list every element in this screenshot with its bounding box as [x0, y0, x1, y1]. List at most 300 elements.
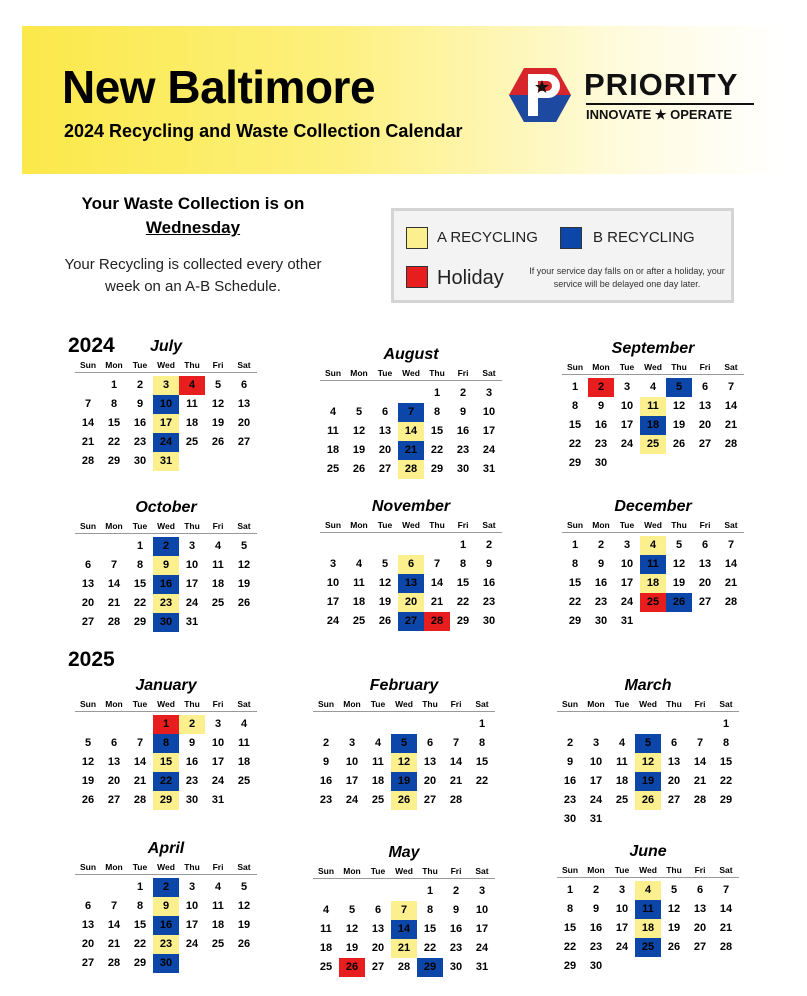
day: 11	[212, 559, 224, 571]
day: 7	[696, 737, 704, 749]
day: 26	[352, 463, 366, 475]
legend-holiday-label: Holiday	[437, 267, 504, 289]
weekday-label: Mon	[587, 865, 605, 875]
day: 1	[433, 387, 441, 399]
b-recycling-day: 14	[391, 920, 417, 939]
b-recycling-day: 13	[398, 574, 424, 593]
empty-day	[557, 715, 583, 734]
day: 24	[345, 794, 359, 806]
day: 17	[589, 775, 603, 787]
month-january	[75, 675, 257, 810]
year-2024: 2024	[68, 334, 115, 357]
day: 31	[589, 813, 603, 825]
day: 6	[240, 379, 248, 391]
day: 12	[211, 398, 225, 410]
month-february	[313, 675, 495, 810]
b-recycling-day: 21	[398, 441, 424, 460]
day: 16	[563, 775, 577, 787]
day: 14	[449, 756, 463, 768]
b-recycling-day: 29	[417, 958, 443, 977]
day: 8	[110, 398, 118, 410]
day: 16	[185, 756, 199, 768]
day: 2	[592, 884, 600, 896]
day: 28	[397, 961, 411, 973]
day: 2	[459, 387, 467, 399]
a-recycling-day: 26	[391, 791, 417, 810]
day: 9	[485, 558, 493, 570]
weekday-label: Mon	[343, 699, 361, 709]
day: 6	[670, 737, 678, 749]
empty-day	[75, 376, 101, 395]
empty-day	[365, 715, 391, 734]
day: 4	[329, 406, 337, 418]
weekday-label: Thu	[671, 520, 687, 530]
day: 6	[426, 737, 434, 749]
day-grid	[557, 881, 739, 976]
a-recycling-day: 26	[635, 791, 661, 810]
day: 2	[452, 885, 460, 897]
day: 21	[449, 775, 463, 787]
day: 17	[475, 923, 489, 935]
day: 12	[81, 756, 95, 768]
day: 1	[136, 881, 144, 893]
day: 22	[568, 596, 582, 608]
weekday-label: Wed	[395, 866, 413, 876]
day: 23	[456, 444, 470, 456]
day: 13	[378, 425, 392, 437]
month-november	[320, 496, 502, 631]
day: 20	[693, 922, 707, 934]
day: 10	[620, 558, 634, 570]
weekday-header	[562, 518, 744, 533]
day: 30	[456, 463, 470, 475]
weekday-label: Wed	[157, 862, 175, 872]
day: 6	[374, 904, 382, 916]
day: 6	[701, 539, 709, 551]
day: 20	[107, 775, 121, 787]
day: 12	[672, 558, 686, 570]
day: 5	[214, 379, 222, 391]
weekday-label: Fri	[212, 699, 224, 709]
weekday-label: Fri	[212, 521, 224, 531]
day: 9	[597, 558, 605, 570]
empty-day	[391, 715, 417, 734]
day: 10	[185, 900, 199, 912]
day-grid	[320, 536, 502, 631]
day: 28	[724, 596, 738, 608]
empty-day	[609, 715, 635, 734]
day: 17	[620, 577, 634, 589]
day: 24	[620, 596, 634, 608]
day: 18	[211, 578, 225, 590]
day: 29	[107, 455, 121, 467]
empty-day	[443, 715, 469, 734]
day: 3	[618, 884, 626, 896]
day: 17	[185, 919, 199, 931]
day: 14	[81, 417, 95, 429]
weekday-label: Thu	[429, 520, 445, 530]
day: 24	[482, 444, 496, 456]
legend-b-label: B RECYCLING	[593, 229, 695, 246]
day-grid	[562, 378, 744, 473]
day: 9	[592, 903, 600, 915]
priority-logo	[508, 66, 778, 126]
day: 2	[322, 737, 330, 749]
day: 25	[185, 436, 199, 448]
weekday-label: Wed	[157, 699, 175, 709]
weekday-label: Tue	[377, 368, 393, 378]
weekday-label: Wed	[644, 520, 662, 530]
day: 8	[136, 900, 144, 912]
day: 1	[722, 718, 730, 730]
day: 1	[426, 885, 434, 897]
day: 7	[433, 558, 441, 570]
weekday-label: Wed	[639, 699, 657, 709]
day: 25	[237, 775, 251, 787]
day-grid	[75, 537, 257, 632]
day: 28	[719, 941, 733, 953]
day: 13	[371, 923, 385, 935]
month-name: May	[388, 844, 420, 861]
day: 23	[589, 941, 603, 953]
day: 23	[563, 794, 577, 806]
b-recycling-day: 2	[153, 537, 179, 556]
day: 4	[240, 718, 248, 730]
day: 4	[374, 737, 382, 749]
weekday-label: Tue	[370, 699, 386, 709]
day: 15	[475, 756, 489, 768]
weekday-label: Sun	[79, 699, 97, 709]
day: 31	[185, 616, 199, 628]
day: 27	[378, 463, 392, 475]
day: 4	[214, 540, 222, 552]
day: 22	[423, 942, 437, 954]
day: 4	[355, 558, 363, 570]
day: 18	[237, 756, 251, 768]
day: 22	[719, 775, 733, 787]
empty-day	[101, 715, 127, 734]
day: 21	[81, 436, 95, 448]
day: 1	[136, 540, 144, 552]
day: 20	[378, 444, 392, 456]
day: 29	[568, 457, 582, 469]
legend-a-label: A RECYCLING	[437, 229, 538, 246]
day: 14	[693, 756, 707, 768]
a-recycling-day: 6	[398, 555, 424, 574]
day: 1	[571, 381, 579, 393]
day: 3	[188, 881, 196, 893]
weekday-label: Sun	[324, 368, 342, 378]
day: 10	[615, 903, 629, 915]
weekday-label: Wed	[157, 360, 175, 370]
month-name: August	[383, 346, 439, 363]
day: 3	[592, 737, 600, 749]
weekday-label: Mon	[105, 862, 123, 872]
day: 11	[186, 398, 198, 410]
weekday-label: Tue	[132, 360, 148, 370]
day: 18	[319, 942, 333, 954]
weekday-label: Sat	[482, 520, 496, 530]
day: 17	[326, 596, 340, 608]
a-recycling-day: 14	[398, 422, 424, 441]
day: 22	[133, 938, 147, 950]
b-recycling-day: 30	[153, 954, 179, 973]
weekday-label: Tue	[614, 699, 630, 709]
day: 18	[185, 417, 199, 429]
day: 25	[319, 961, 333, 973]
month-name: October	[135, 499, 197, 516]
day: 27	[371, 961, 385, 973]
day: 7	[727, 539, 735, 551]
a-recycling-day: 31	[153, 452, 179, 471]
day: 25	[371, 794, 385, 806]
day: 11	[372, 756, 384, 768]
day: 30	[185, 794, 199, 806]
day: 30	[482, 615, 496, 627]
day: 31	[482, 463, 496, 475]
weekday-label: Wed	[395, 699, 413, 709]
weekday-label: Fri	[212, 360, 224, 370]
b-recycling-day: 24	[153, 433, 179, 452]
day: 15	[719, 756, 733, 768]
empty-day	[372, 536, 398, 555]
b-recycling-day: 11	[635, 900, 661, 919]
empty-day	[398, 384, 424, 403]
month-july	[75, 336, 257, 471]
day: 31	[211, 794, 225, 806]
day: 23	[185, 775, 199, 787]
weekday-label: Thu	[184, 360, 200, 370]
day: 20	[81, 597, 95, 609]
day: 7	[110, 900, 118, 912]
weekday-label: Mon	[350, 520, 368, 530]
weekday-label: Thu	[184, 862, 200, 872]
day: 7	[727, 381, 735, 393]
day: 30	[449, 961, 463, 973]
day: 24	[326, 615, 340, 627]
b-recycling-day: 26	[666, 593, 692, 612]
a-recycling-day: 18	[640, 574, 666, 593]
day: 1	[566, 884, 574, 896]
day: 11	[212, 900, 224, 912]
day: 22	[563, 941, 577, 953]
day: 29	[563, 960, 577, 972]
a-recycling-day: 3	[153, 376, 179, 395]
weekday-label: Sun	[561, 699, 579, 709]
day: 28	[693, 794, 707, 806]
day: 22	[568, 438, 582, 450]
a-recycling-day: 23	[153, 594, 179, 613]
day: 13	[698, 400, 712, 412]
day: 31	[475, 961, 489, 973]
day: 16	[133, 417, 147, 429]
day: 9	[136, 398, 144, 410]
day: 22	[456, 596, 470, 608]
day: 19	[237, 578, 251, 590]
day-grid	[313, 882, 495, 977]
weekday-label: Tue	[377, 520, 393, 530]
day: 9	[322, 756, 330, 768]
day: 20	[237, 417, 251, 429]
day: 5	[240, 540, 248, 552]
empty-day	[583, 715, 609, 734]
day: 11	[320, 923, 332, 935]
weekday-label: Fri	[699, 362, 711, 372]
weekday-label: Sun	[79, 360, 97, 370]
month-august	[320, 344, 502, 479]
legend	[391, 208, 734, 303]
weekday-label: Sun	[324, 520, 342, 530]
day: 10	[185, 559, 199, 571]
weekday-label: Sat	[719, 699, 733, 709]
day: 25	[211, 597, 225, 609]
month-name: April	[147, 840, 185, 857]
day: 24	[589, 794, 603, 806]
day: 23	[449, 942, 463, 954]
day: 26	[211, 436, 225, 448]
day: 30	[563, 813, 577, 825]
day: 30	[594, 457, 608, 469]
day: 3	[188, 540, 196, 552]
page-subtitle: 2024 Recycling and Waste Collection Calendar	[64, 121, 463, 141]
day: 13	[667, 756, 681, 768]
weekday-header	[313, 864, 495, 879]
day: 23	[594, 596, 608, 608]
day: 6	[696, 884, 704, 896]
day: 15	[133, 578, 147, 590]
day: 27	[693, 941, 707, 953]
empty-day	[339, 882, 365, 901]
day: 4	[618, 737, 626, 749]
empty-day	[346, 384, 372, 403]
collection-day-heading: Your Waste Collection is on	[81, 194, 305, 213]
a-recycling-day: 15	[153, 753, 179, 772]
empty-day	[101, 537, 127, 556]
legend-b-swatch	[560, 227, 582, 249]
day: 24	[615, 941, 629, 953]
a-recycling-day: 23	[153, 935, 179, 954]
weekday-label: Thu	[422, 699, 438, 709]
b-recycling-day: 19	[391, 772, 417, 791]
b-recycling-day: 18	[640, 416, 666, 435]
weekday-label: Sat	[237, 360, 251, 370]
weekday-label: Fri	[699, 520, 711, 530]
b-recycling-day: 22	[153, 772, 179, 791]
day: 5	[84, 737, 92, 749]
weekday-label: Mon	[105, 360, 123, 370]
day: 4	[214, 881, 222, 893]
day-grid	[313, 715, 495, 810]
day: 7	[84, 398, 92, 410]
day: 26	[672, 438, 686, 450]
day: 12	[667, 903, 681, 915]
day: 10	[589, 756, 603, 768]
month-name: December	[614, 498, 692, 515]
weekday-header	[557, 697, 739, 712]
b-recycling-day: 5	[666, 378, 692, 397]
weekday-label: Fri	[212, 862, 224, 872]
day: 11	[353, 577, 365, 589]
month-name: June	[629, 843, 667, 860]
day: 19	[672, 419, 686, 431]
day: 7	[722, 884, 730, 896]
weekday-label: Sun	[566, 362, 584, 372]
year-2025: 2025	[68, 648, 115, 671]
empty-day	[75, 878, 101, 897]
weekday-label: Tue	[370, 866, 386, 876]
day: 13	[693, 903, 707, 915]
a-recycling-day: 4	[635, 881, 661, 900]
recycling-schedule-text: Your Recycling is collected every other week on an A-B Schedule.	[64, 256, 322, 295]
weekday-label: Wed	[402, 520, 420, 530]
b-recycling-day: 30	[153, 613, 179, 632]
logo-tagline: INNOVATE ★ OPERATE	[586, 107, 732, 122]
weekday-label: Sun	[79, 862, 97, 872]
day: 18	[371, 775, 385, 787]
day: 16	[319, 775, 333, 787]
day: 10	[482, 406, 496, 418]
month-name: September	[611, 340, 695, 357]
day: 16	[594, 577, 608, 589]
day: 17	[345, 775, 359, 787]
day: 13	[107, 756, 121, 768]
empty-day	[417, 715, 443, 734]
day: 20	[81, 938, 95, 950]
day: 31	[620, 615, 634, 627]
day: 26	[81, 794, 95, 806]
day: 25	[211, 938, 225, 950]
day: 2	[485, 539, 493, 551]
empty-day	[320, 384, 346, 403]
empty-day	[365, 882, 391, 901]
weekday-label: Mon	[105, 521, 123, 531]
day: 19	[345, 942, 359, 954]
weekday-header	[75, 519, 257, 534]
weekday-label: Tue	[132, 521, 148, 531]
day: 19	[211, 417, 225, 429]
day: 2	[566, 737, 574, 749]
legend-holiday-swatch	[406, 266, 428, 288]
day: 8	[136, 559, 144, 571]
day: 9	[566, 756, 574, 768]
day: 21	[107, 938, 121, 950]
day: 19	[378, 596, 392, 608]
day: 9	[452, 904, 460, 916]
day: 17	[620, 419, 634, 431]
empty-day	[75, 715, 101, 734]
day: 25	[326, 463, 340, 475]
day: 7	[110, 559, 118, 571]
day-grid	[557, 715, 739, 829]
day: 22	[133, 597, 147, 609]
holiday-day: 1	[153, 715, 179, 734]
weekday-label: Sat	[237, 699, 251, 709]
empty-day	[339, 715, 365, 734]
empty-day	[372, 384, 398, 403]
day: 6	[110, 737, 118, 749]
day: 29	[133, 957, 147, 969]
day: 8	[459, 558, 467, 570]
day: 27	[107, 794, 121, 806]
day: 10	[345, 756, 359, 768]
day: 21	[107, 597, 121, 609]
day: 11	[327, 425, 339, 437]
b-recycling-day: 10	[153, 395, 179, 414]
a-recycling-day: 2	[179, 715, 205, 734]
day: 14	[107, 578, 121, 590]
day: 18	[211, 919, 225, 931]
weekday-label: Mon	[343, 866, 361, 876]
